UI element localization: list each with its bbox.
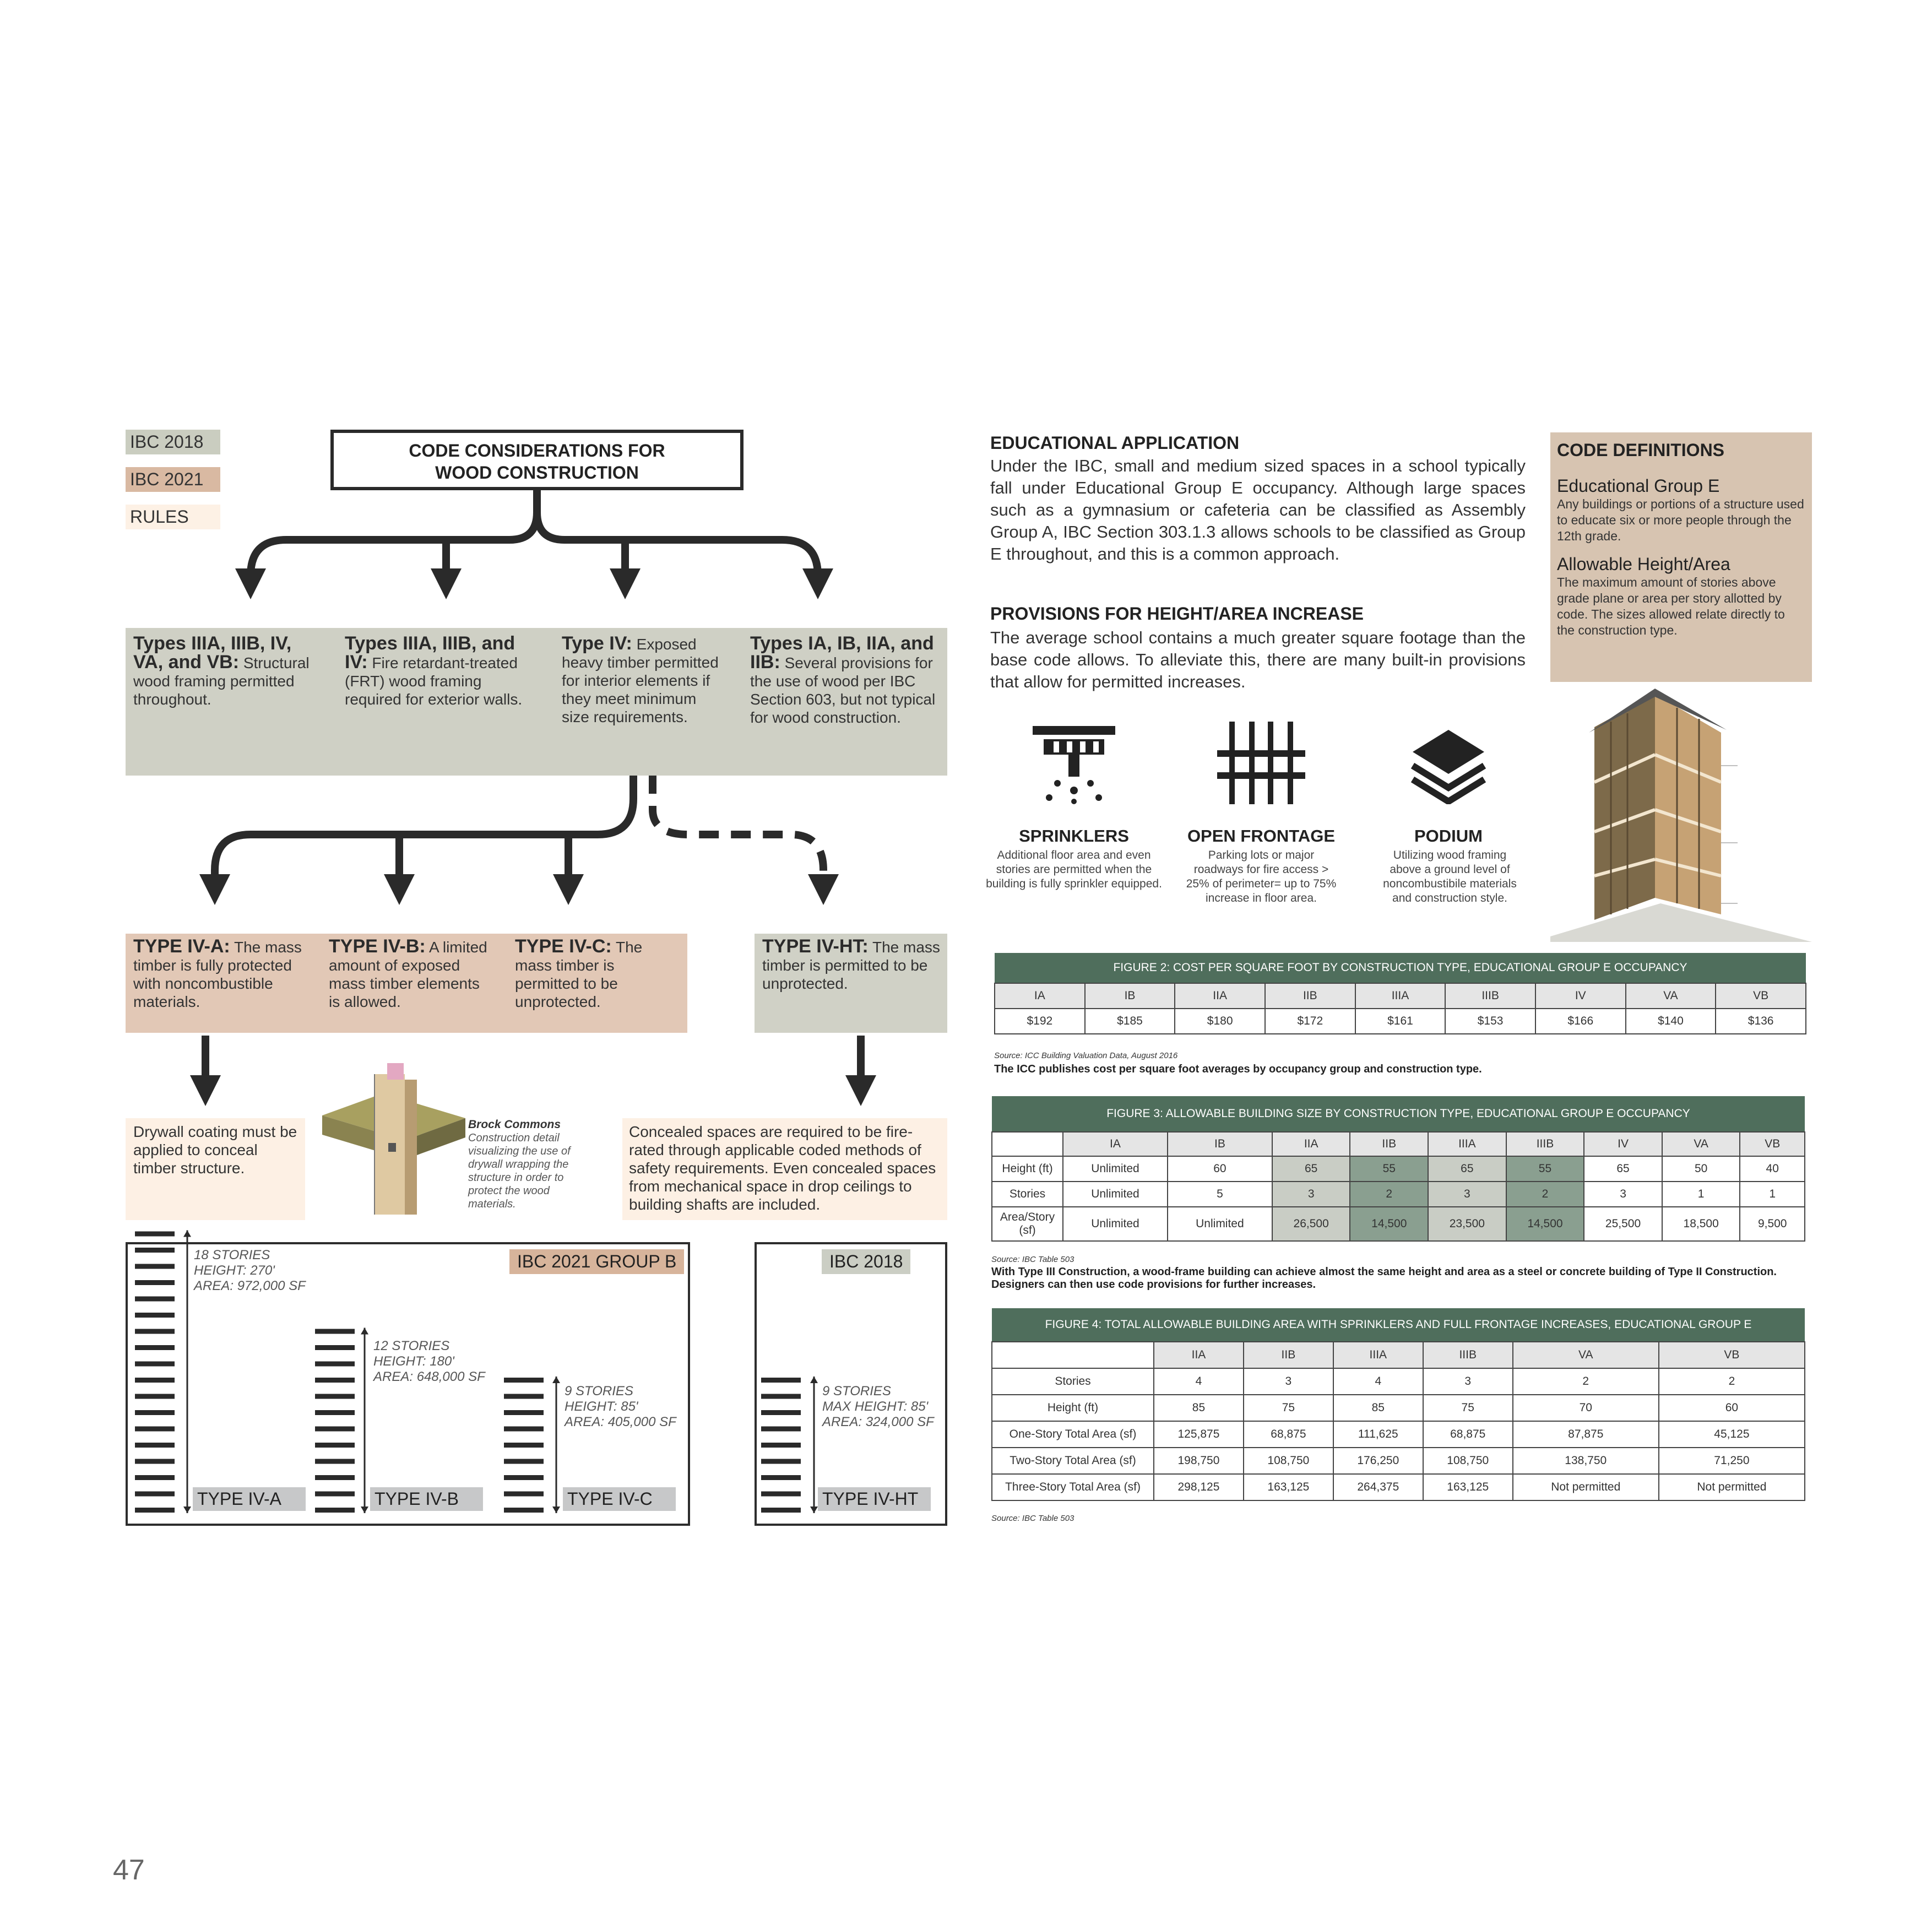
def-title-height-area: Allowable Height/Area	[1557, 554, 1730, 574]
type-group-1-head: Types IIIA, IIIB, IV, VA, and VB:	[133, 633, 292, 673]
story-floor	[504, 1508, 544, 1513]
story-floor	[135, 1427, 175, 1432]
icon-desc-sprinklers: Additional floor area and even stories are permitted when the building is fully sprinkler equipped.	[986, 849, 1162, 890]
story-floor	[135, 1313, 175, 1318]
story-floor	[504, 1394, 544, 1399]
stat-iva-stories: 18 STORIES	[194, 1248, 270, 1262]
story-floor	[315, 1378, 355, 1383]
building-label-ivht: TYPE IV-HT	[818, 1487, 931, 1511]
story-floor	[761, 1378, 801, 1383]
story-floor	[504, 1492, 544, 1497]
table-header-cell: IIB	[1244, 1342, 1333, 1368]
story-floor	[135, 1362, 175, 1367]
stat-ivc-height: HEIGHT: 85'	[565, 1399, 638, 1414]
stat-ivht-height: MAX HEIGHT: 85'	[822, 1399, 929, 1414]
table-header-cell: IA	[995, 983, 1085, 1009]
subtype-iva-head: TYPE IV-A:	[133, 936, 230, 957]
table-header-cell: VB	[1716, 983, 1806, 1009]
story-floor	[135, 1297, 175, 1302]
table-header-cell: IB	[1168, 1132, 1272, 1156]
table-cell: 50	[1662, 1156, 1740, 1182]
legend-ibc2021: IBC 2021	[126, 467, 220, 492]
table-cell: 2	[1350, 1182, 1428, 1207]
table-cell: $136	[1716, 1009, 1806, 1034]
table-cell: 3	[1584, 1182, 1662, 1207]
table-header-cell: IIIB	[1445, 983, 1535, 1009]
row-label-cell: Height (ft)	[992, 1156, 1063, 1182]
type-group-1-body: Structural wood framing permitted throughout.	[133, 654, 310, 708]
row-label-cell: Stories	[992, 1368, 1154, 1395]
code-definitions-heading: CODE DEFINITIONS	[1557, 440, 1725, 460]
figure-3-source: Source: IBC Table 503	[991, 1255, 1074, 1264]
table-cell: 18,500	[1662, 1207, 1740, 1241]
stat-iva-height: HEIGHT: 270'	[194, 1263, 275, 1278]
table-header-cell: IIB	[1265, 983, 1355, 1009]
building-stats-iva	[194, 1248, 359, 1294]
def-text-group-e: Any buildings or portions of a structure used to educate six or more people through the 12th grade.	[1557, 497, 1804, 543]
legend-ibc2018: IBC 2018	[126, 430, 220, 454]
height-arrow-head	[183, 1231, 191, 1237]
story-floor	[761, 1508, 801, 1513]
building-label-iva: TYPE IV-A	[193, 1487, 306, 1511]
figure-3-title: FIGURE 3: ALLOWABLE BUILDING SIZE BY CONSTRUCTION TYPE, EDUCATIONAL GROUP E OCCUPANCY	[992, 1096, 1805, 1132]
table-cell: 176,250	[1333, 1448, 1423, 1474]
row-label-cell: Area/Story (sf)	[992, 1207, 1063, 1241]
table-header-cell: VA	[1662, 1132, 1740, 1156]
table-cell: 85	[1333, 1395, 1423, 1421]
table-cell: Not permitted	[1513, 1474, 1659, 1500]
stat-ivc-area: AREA: 405,000 SF	[565, 1415, 676, 1429]
table-header-cell: VA	[1626, 983, 1716, 1009]
table-header-cell: IIB	[1350, 1132, 1428, 1156]
type-group-4-body: Several provisions for the use of wood per IBC Section 603, but not typical for wood construction.	[750, 654, 936, 726]
table-cell: 75	[1423, 1395, 1513, 1421]
provisions-heading: PROVISIONS FOR HEIGHT/AREA INCREASE	[990, 604, 1364, 624]
story-floor	[135, 1443, 175, 1448]
flowchart-title-line2: WOOD CONSTRUCTION	[435, 463, 639, 483]
row-label-cell: Stories	[992, 1182, 1063, 1207]
table-cell: $192	[995, 1009, 1085, 1034]
table-cell: $185	[1085, 1009, 1175, 1034]
figure-4-source: Source: IBC Table 503	[991, 1514, 1074, 1523]
table-cell: 111,625	[1333, 1421, 1423, 1448]
table-row	[992, 1448, 1805, 1474]
table-header-cell	[992, 1132, 1063, 1156]
figure-4-header-row	[992, 1342, 1805, 1368]
story-floor	[315, 1475, 355, 1480]
table-cell: 2	[1659, 1368, 1805, 1395]
figure-3-table	[991, 1096, 1805, 1242]
table-row	[992, 1207, 1805, 1241]
table-header-cell: IV	[1584, 1132, 1662, 1156]
story-floor	[135, 1264, 175, 1269]
table-cell: 3	[1244, 1368, 1333, 1395]
stat-ivht-area: AREA: 324,000 SF	[822, 1415, 934, 1429]
stat-ivht-stories: 9 STORIES	[822, 1384, 891, 1399]
table-header-cell: VB	[1659, 1342, 1805, 1368]
row-label-cell: One-Story Total Area (sf)	[992, 1421, 1154, 1448]
table-row	[992, 1368, 1805, 1395]
table-cell: 138,750	[1513, 1448, 1659, 1474]
table-cell: 9,500	[1740, 1207, 1805, 1241]
legend-rules: RULES	[126, 505, 220, 529]
table-cell: 163,125	[1244, 1474, 1333, 1500]
table-cell: 65	[1272, 1156, 1350, 1182]
subtype-ivht-body: The mass timber is permitted to be unprotected.	[762, 939, 940, 992]
table-cell: 25,500	[1584, 1207, 1662, 1241]
table-row	[992, 1474, 1805, 1500]
height-arrow-head	[552, 1377, 560, 1383]
height-arrow-head	[552, 1507, 560, 1513]
table-cell: 125,875	[1154, 1421, 1244, 1448]
table-cell: Unlimited	[1168, 1207, 1272, 1241]
story-floor	[315, 1427, 355, 1432]
stat-ivb-area: AREA: 648,000 SF	[373, 1369, 485, 1384]
table-header-cell: IIIA	[1428, 1132, 1506, 1156]
story-floor	[135, 1232, 175, 1237]
figure-3-note: With Type III Construction, a wood-frame building can achieve almost the same height and area as a steel or concrete building of Type II Construction. Designers can then use code provisions for further increases.	[991, 1266, 1777, 1291]
stat-ivc-stories: 9 STORIES	[565, 1384, 633, 1399]
mass-timber-building-rendering	[1550, 683, 1812, 942]
table-cell: Unlimited	[1063, 1182, 1168, 1207]
table-cell: 85	[1154, 1395, 1244, 1421]
sprinkler-icon	[1027, 722, 1121, 804]
table-cell: 75	[1244, 1395, 1333, 1421]
figure-2-note: The ICC publishes cost per square foot averages by occupancy group and construction type.	[994, 1063, 1482, 1075]
rule-drywall: Drywall coating must be applied to conceal timber structure.	[126, 1118, 305, 1220]
table-cell: 108,750	[1244, 1448, 1333, 1474]
type-group-3-body: Exposed heavy timber permitted for interior elements if they meet minimum size requirements.	[562, 636, 719, 725]
layers-icon	[1410, 727, 1487, 804]
table-header-cell: IIA	[1175, 983, 1265, 1009]
story-floor	[761, 1427, 801, 1432]
table-cell: 1	[1662, 1182, 1740, 1207]
table-cell: 14,500	[1350, 1207, 1428, 1241]
table-header-cell: IIIB	[1506, 1132, 1584, 1156]
story-floor	[135, 1394, 175, 1399]
icon-title-podium: PODIUM	[1414, 826, 1483, 846]
figure-2-table	[994, 953, 1806, 1034]
table-header-cell: IA	[1063, 1132, 1168, 1156]
story-floor	[135, 1508, 175, 1513]
row-label-cell: Height (ft)	[992, 1395, 1154, 1421]
frontage-icon	[1217, 722, 1305, 804]
table-cell: 55	[1506, 1156, 1584, 1182]
table-header-cell: IIIB	[1423, 1342, 1513, 1368]
table-cell: 5	[1168, 1182, 1272, 1207]
subtype-iva-body: The mass timber is fully protected with noncombustible materials.	[133, 939, 302, 1010]
table-cell: 68,875	[1244, 1421, 1333, 1448]
table-header-cell: IV	[1535, 983, 1626, 1009]
building-stats-ivb	[373, 1339, 539, 1385]
table-cell: 1	[1740, 1182, 1805, 1207]
table-cell: 298,125	[1154, 1474, 1244, 1500]
table-row	[992, 1395, 1805, 1421]
table-cell: 55	[1350, 1156, 1428, 1182]
story-floor	[135, 1329, 175, 1334]
story-floor	[761, 1394, 801, 1399]
table-cell: 198,750	[1154, 1448, 1244, 1474]
page-number: 47	[113, 1854, 145, 1886]
rule-concealed-spaces: Concealed spaces are required to be fire-rated through applicable coded methods of safety requirements. Even concealed spaces from mechanical space in drop ceilings to building shafts are included.	[622, 1118, 947, 1220]
stat-ivb-height: HEIGHT: 180'	[373, 1354, 454, 1369]
table-cell: $153	[1445, 1009, 1535, 1034]
table-cell: 2	[1513, 1368, 1659, 1395]
provisions-text: The average school contains a much greater square footage than the base code allows. To alleviate this, there are many built-in provisions that allow for permitted increases.	[990, 628, 1526, 691]
table-row	[992, 1182, 1805, 1207]
table-cell: 3	[1272, 1182, 1350, 1207]
row-label-cell: Two-Story Total Area (sf)	[992, 1448, 1154, 1474]
table-cell: $180	[1175, 1009, 1265, 1034]
edu-heading: EDUCATIONAL APPLICATION	[990, 433, 1240, 453]
type-group-2-head: Types IIIA, IIIB, and IV:	[345, 633, 515, 673]
table-cell: 65	[1584, 1156, 1662, 1182]
table-cell: 40	[1740, 1156, 1805, 1182]
subtype-ivc-head: TYPE IV-C:	[515, 936, 612, 957]
story-floor	[504, 1427, 544, 1432]
story-floor	[315, 1443, 355, 1448]
subtype-ivb-head: TYPE IV-B:	[329, 936, 426, 957]
table-row	[992, 1156, 1805, 1182]
story-floor	[135, 1345, 175, 1350]
story-floor	[761, 1410, 801, 1415]
table-cell: Unlimited	[1063, 1207, 1168, 1241]
figure-4-table	[991, 1308, 1805, 1501]
table-cell: 2	[1506, 1182, 1584, 1207]
building-stats-ivht	[822, 1384, 943, 1430]
table-cell: $166	[1535, 1009, 1626, 1034]
table-header-cell: IB	[1085, 983, 1175, 1009]
edu-text: Under the IBC, small and medium sized spaces in a school typically fall under Educational Group E occupancy. Although large spaces such as a gymnasium or cafeteria can be classified as Assembly Group A, IBC Section 303.1.3 allows schools to be classified as Group E throughout, and this is a common approach.	[990, 456, 1526, 563]
row-label-cell: Three-Story Total Area (sf)	[992, 1474, 1154, 1500]
def-text-height-area: The maximum amount of stories above grade plane or area per story allotted by code. The sizes allowed relate directly to the construction type.	[1557, 575, 1785, 637]
table-cell: 264,375	[1333, 1474, 1423, 1500]
story-floor	[135, 1459, 175, 1464]
story-floor	[761, 1459, 801, 1464]
building-stats-ivc	[565, 1384, 680, 1430]
height-arrow-head	[361, 1328, 368, 1335]
story-floor	[315, 1508, 355, 1513]
flowchart-title-line1: CODE CONSIDERATIONS FOR	[409, 441, 665, 460]
table-cell: $172	[1265, 1009, 1355, 1034]
stat-iva-area: AREA: 972,000 SF	[194, 1278, 306, 1293]
figure-2-title: FIGURE 2: COST PER SQUARE FOOT BY CONSTRUCTION TYPE, EDUCATIONAL GROUP E OCCUPANCY	[995, 953, 1806, 983]
brock-commons-title: Brock Commons	[468, 1118, 561, 1131]
table-cell: $140	[1626, 1009, 1716, 1034]
table-header-cell	[992, 1342, 1154, 1368]
story-floor	[761, 1443, 801, 1448]
story-floor	[504, 1475, 544, 1480]
stat-ivb-stories: 12 STORIES	[373, 1339, 450, 1353]
story-floor	[135, 1248, 175, 1253]
story-floor	[315, 1410, 355, 1415]
height-arrow-head	[810, 1507, 818, 1513]
story-floor	[135, 1492, 175, 1497]
table-cell: 60	[1168, 1156, 1272, 1182]
height-arrow-head	[361, 1507, 368, 1513]
table-header-cell: VB	[1740, 1132, 1805, 1156]
table-cell: 108,750	[1423, 1448, 1513, 1474]
building-label-ivc: TYPE IV-C	[563, 1487, 676, 1511]
table-cell: $161	[1355, 1009, 1446, 1034]
story-floor	[135, 1378, 175, 1383]
figure-2-values-row	[995, 1009, 1806, 1034]
story-floor	[315, 1394, 355, 1399]
story-floor	[504, 1410, 544, 1415]
subtype-ivb-body: A limited amount of exposed mass timber elements is allowed.	[329, 939, 487, 1010]
story-floor	[504, 1443, 544, 1448]
def-title-group-e: Educational Group E	[1557, 476, 1720, 496]
table-cell: 23,500	[1428, 1207, 1506, 1241]
table-header-cell: IIIA	[1355, 983, 1446, 1009]
icon-title-sprinklers: SPRINKLERS	[1019, 826, 1129, 846]
icon-title-open-frontage: OPEN FRONTAGE	[1187, 826, 1336, 846]
table-cell: 65	[1428, 1156, 1506, 1182]
story-floor	[761, 1475, 801, 1480]
table-cell: Not permitted	[1659, 1474, 1805, 1500]
table-cell: 70	[1513, 1395, 1659, 1421]
table-cell: 14,500	[1506, 1207, 1584, 1241]
story-floor	[315, 1492, 355, 1497]
story-floor	[315, 1459, 355, 1464]
brock-commons-text: Construction detail visualizing the use of drywall wrapping the structure in order to protect the wood materials.	[468, 1132, 571, 1210]
table-cell: 45,125	[1659, 1421, 1805, 1448]
story-floor	[135, 1280, 175, 1285]
type-group-4-head: Types IA, IB, IIA, and IIB:	[750, 633, 934, 673]
code-definitions-panel	[1550, 432, 1812, 682]
figure-3-header-row	[992, 1132, 1805, 1156]
ibc2021-group-label: IBC 2021 GROUP B	[509, 1249, 684, 1274]
building-label-ivb: TYPE IV-B	[370, 1487, 483, 1511]
table-cell: 26,500	[1272, 1207, 1350, 1241]
ibc2018-group-label: IBC 2018	[822, 1249, 910, 1274]
table-cell: 4	[1333, 1368, 1423, 1395]
table-cell: 163,125	[1423, 1474, 1513, 1500]
table-cell: Unlimited	[1063, 1156, 1168, 1182]
story-floor	[315, 1362, 355, 1367]
table-header-cell: VA	[1513, 1342, 1659, 1368]
table-header-cell: IIA	[1272, 1132, 1350, 1156]
type-group-2-body: Fire retardant-treated (FRT) wood framing required for exterior walls.	[345, 654, 523, 708]
subtype-ivht-head: TYPE IV-HT:	[762, 936, 869, 957]
story-floor	[315, 1329, 355, 1334]
table-header-cell: IIIA	[1333, 1342, 1423, 1368]
table-cell: 68,875	[1423, 1421, 1513, 1448]
icon-desc-open-frontage: Parking lots or major roadways for fire access > 25% of perimeter= up to 75% increase in floor area.	[1186, 849, 1337, 904]
figure-2-source: Source: ICC Building Valuation Data, August 2016	[994, 1051, 1178, 1060]
table-cell: 71,250	[1659, 1448, 1805, 1474]
table-row	[992, 1421, 1805, 1448]
height-arrow-head	[183, 1507, 191, 1513]
table-cell: 3	[1428, 1182, 1506, 1207]
table-header-cell: IIA	[1154, 1342, 1244, 1368]
story-floor	[135, 1410, 175, 1415]
figure-4-title: FIGURE 4: TOTAL ALLOWABLE BUILDING AREA WITH SPRINKLERS AND FULL FRONTAGE INCREASES, EDUCATIONAL GROUP E	[992, 1308, 1805, 1342]
story-floor	[135, 1475, 175, 1480]
table-cell: 3	[1423, 1368, 1513, 1395]
story-floor	[504, 1459, 544, 1464]
icon-desc-podium: Utilizing wood framing above a ground level of noncombustibile materials and construction style.	[1383, 849, 1517, 904]
story-floor	[315, 1345, 355, 1350]
type-group-3-head: Type IV:	[562, 633, 632, 654]
table-cell: 87,875	[1513, 1421, 1659, 1448]
story-floor	[761, 1492, 801, 1497]
figure-2-header-row	[995, 983, 1806, 1009]
table-cell: 60	[1659, 1395, 1805, 1421]
table-cell: 4	[1154, 1368, 1244, 1395]
height-arrow-head	[810, 1377, 818, 1383]
subtype-ivc-body: The mass timber is permitted to be unprotected.	[515, 939, 643, 1010]
